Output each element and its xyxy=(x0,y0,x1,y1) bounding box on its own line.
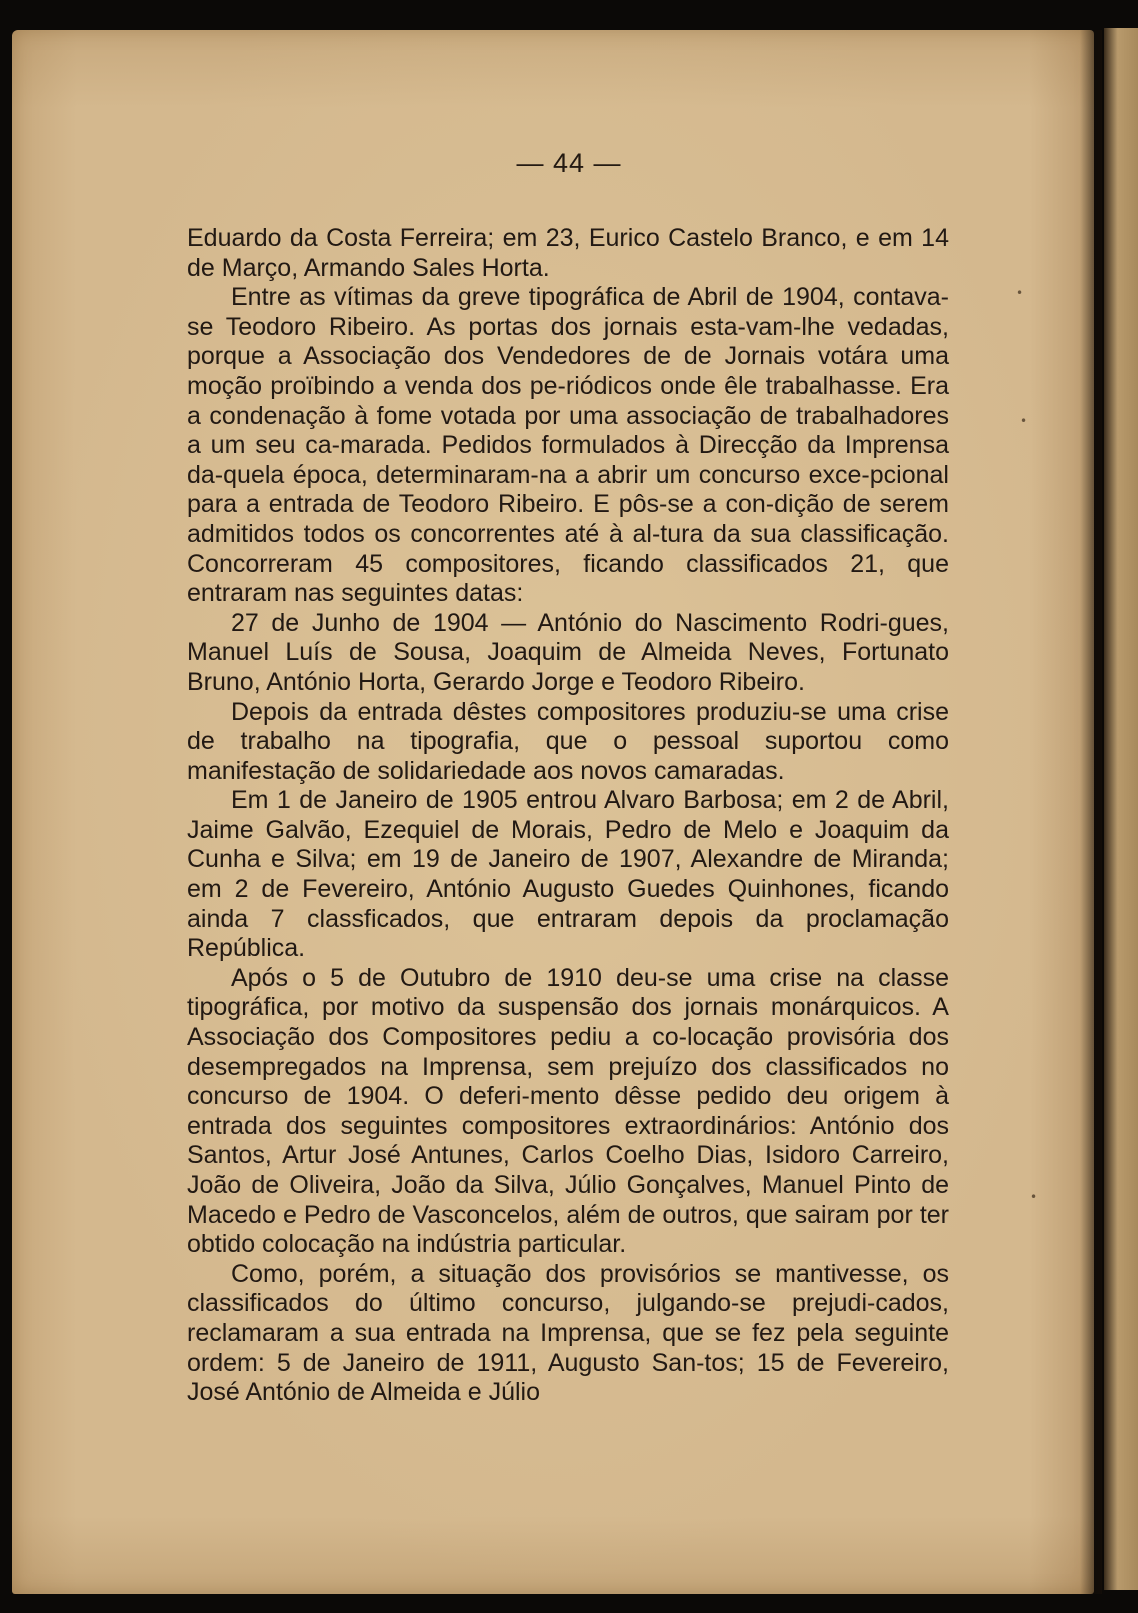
page-number: — 44 — xyxy=(516,148,622,178)
paragraph-6: Após o 5 de Outubro de 1910 deu-se uma crise na classe tipográfica, por motivo da suspensão dos jornais monárquicos. A Associação dos Compositores pediu a co-locação provisória dos desempregados na Imprensa, sem prejuízo dos classificados no concurso de 1904. O deferi-mento dêsse pedido deu origem à entrada dos seguintes compositores extraordinários: António dos Santos, Artur José Antunes, Carlos Coelho Dias, Isidoro Carreiro, João de Oliveira, João da Silva, Júlio Gonçalves, Manuel Pinto de Macedo e Pedro de Vasconcelos, além de outros, que sairam por ter obtido colocação na indústria particular. xyxy=(187,963,949,1259)
paragraph-5: Em 1 de Janeiro de 1905 entrou Alvaro Barbosa; em 2 de Abril, Jaime Galvão, Ezequiel de Morais, Pedro de Melo e Joaquim da Cunha e Silva; em 19 de Janeiro de 1907, Alexandre de Miranda; em 2 de Fevereiro, António Augusto Guedes Quinhones, ficando ainda 7 classficados, que entraram depois da proclamação República. xyxy=(187,786,949,963)
paragraph-7: Como, porém, a situação dos provisórios se mantivesse, os classificados do último concurso, julgando-se prejudi-cados, reclamaram a sua entrada na Imprensa, que se fez pela seguinte ordem: 5 de Janeiro de 1911, Augusto San-tos; 15 de Fevereiro, José António de Almeida e Júlio xyxy=(187,1259,949,1407)
paper-speck: • xyxy=(1020,414,1028,428)
paper-speck: • xyxy=(1030,1190,1038,1204)
paragraph-2: Entre as vítimas da greve tipográfica de Abril de 1904, contava-se Teodoro Ribeiro. As portas dos jornais esta-vam-lhe vedadas, porque a Associação dos Vendedores de de Jornais votára uma moção proïbindo a venda dos pe-riódicos onde êle trabalhasse. Era a condenação à fome votada por uma associação de trabalhadores a um seu ca-marada. Pedidos formulados à Direcção da Imprensa da-quela época, determinaram-na a abrir um concurso exce-pcional para a entrada de Teodoro Ribeiro. E pôs-se a con-dição de serem admitidos todos os concorrentes até à al-tura da sua classificação. Concorreram 45 compositores, ficando classificados 21, que entraram nas seguintes datas: xyxy=(187,283,949,608)
next-page-edge xyxy=(1104,28,1138,1590)
body-text xyxy=(187,224,949,1408)
page-edge-shadow xyxy=(1080,30,1102,1594)
paragraph-3: 27 de Junho de 1904 — António do Nascimento Rodri-gues, Manuel Luís de Sousa, Joaquim de Almeida Neves, Fortunato Bruno, António Horta, Gerardo Jorge e Teodoro Ribeiro. xyxy=(187,608,949,696)
paper-speck: • xyxy=(1016,286,1024,300)
paragraph-1: Eduardo da Costa Ferreira; em 23, Eurico Castelo Branco, e em 14 de Março, Armando Sales Horta. xyxy=(187,224,949,282)
paragraph-4: Depois da entrada dêstes compositores produziu-se uma crise de trabalho na tipografia, que o pessoal suportou como manifestação de solidariedade aos novos camaradas. xyxy=(187,697,949,785)
